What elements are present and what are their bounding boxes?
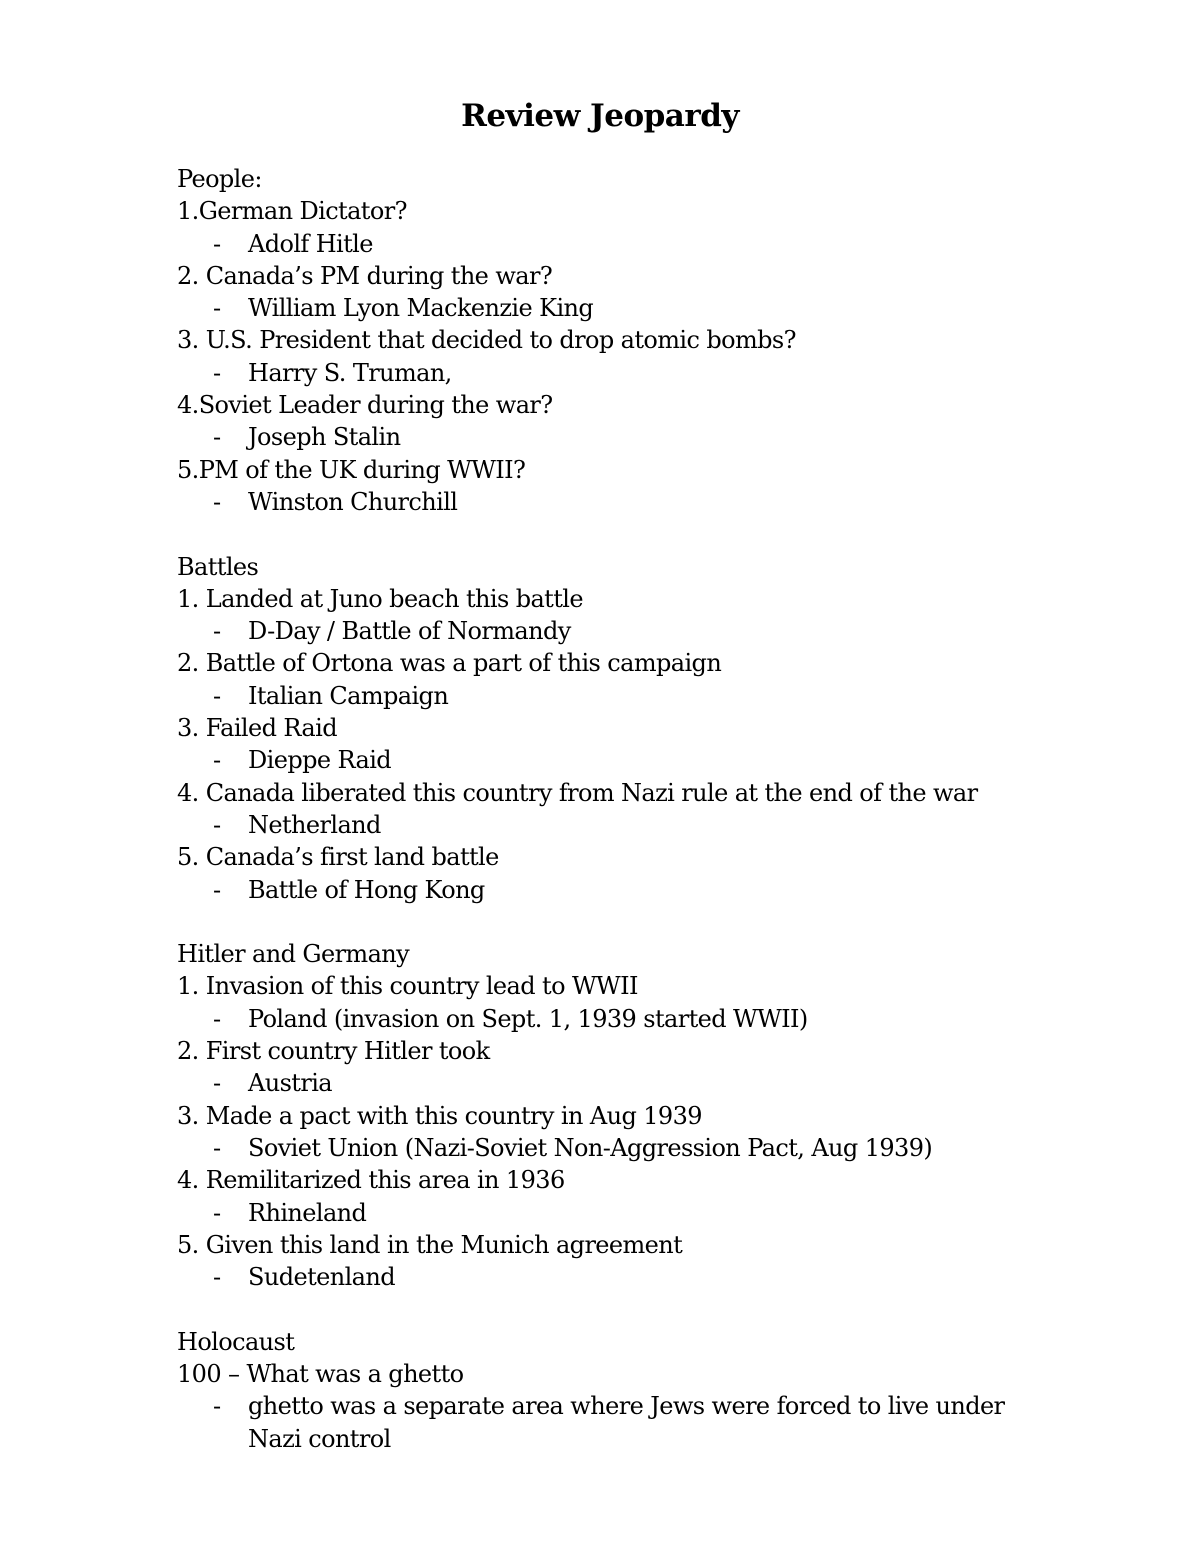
dash-bullet: - (213, 487, 221, 516)
answer-text: Winston Churchill (248, 487, 458, 516)
question-battles-4: 4. Canada liberated this country from Nazi rule at the end of the war (177, 778, 978, 807)
spacer (177, 906, 1137, 938)
question-battles-2: 2. Battle of Ortona was a part of this campaign (177, 649, 722, 678)
spacer (177, 518, 1137, 550)
section-heading-holocaust: Holocaust (177, 1327, 295, 1356)
question-people-3: 3. U.S. President that decided to drop atomic bombs? (177, 326, 796, 355)
section-heading-hitler-germany: Hitler and Germany (177, 940, 410, 969)
dash-bullet: - (213, 681, 221, 710)
answer-hitler-1 (177, 1003, 1137, 1035)
answer-battles-2 (177, 680, 1137, 712)
answer-battles-3 (177, 744, 1137, 776)
dash-bullet: - (213, 423, 221, 452)
answer-people-4 (177, 421, 1137, 453)
answer-hitler-2 (177, 1067, 1137, 1099)
dash-bullet: - (213, 294, 221, 323)
question-people-2: 2. Canada’s PM during the war? (177, 261, 553, 290)
answer-people-1 (177, 228, 1137, 260)
question-hitler-1: 1. Invasion of this country lead to WWII (177, 972, 638, 1001)
dash-bullet: - (213, 229, 221, 258)
answer-text: D-Day / Battle of Normandy (248, 617, 571, 646)
dash-bullet: - (213, 617, 221, 646)
question-holocaust-1: 100 – What was a ghetto (177, 1359, 464, 1388)
answer-text: Soviet Union (Nazi-Soviet Non-Aggression Pact, Aug 1939) (248, 1133, 933, 1162)
question-hitler-5: 5. Given this land in the Munich agreement (177, 1230, 683, 1259)
answer-holocaust-1 (177, 1390, 1008, 1455)
question-hitler-2: 2. First country Hitler took (177, 1037, 490, 1066)
question-hitler-4: 4. Remilitarized this area in 1936 (177, 1166, 565, 1195)
question-people-1: 1.German Dictator? (177, 197, 407, 226)
question-people-5: 5.PM of the UK during WWII? (177, 455, 526, 484)
answer-text: ghetto was a separate area where Jews were forced to live under Nazi control (248, 1392, 1005, 1453)
answer-text: Adolf Hitle (248, 229, 373, 258)
answer-text: William Lyon Mackenzie King (248, 294, 594, 323)
answer-hitler-5 (177, 1261, 1137, 1293)
page-title: Review Jeopardy (461, 98, 739, 134)
answer-battles-5 (177, 874, 1137, 906)
answer-people-2 (177, 292, 1137, 324)
question-hitler-3: 3. Made a pact with this country in Aug 1939 (177, 1101, 702, 1130)
dash-bullet: - (213, 1133, 221, 1162)
dash-bullet: - (213, 1004, 221, 1033)
document-body (177, 163, 1137, 1455)
dash-bullet: - (213, 1263, 221, 1292)
section-heading-people: People: (177, 165, 262, 193)
answer-text: Joseph Stalin (248, 423, 401, 452)
answer-text: Sudetenland (248, 1263, 395, 1292)
answer-people-5 (177, 486, 1137, 518)
answer-text: Harry S. Truman, (248, 358, 452, 387)
answer-battles-4 (177, 809, 1137, 841)
dash-bullet: - (213, 746, 221, 775)
answer-text: Battle of Hong Kong (248, 875, 485, 904)
dash-bullet: - (213, 1392, 221, 1421)
dash-bullet: - (213, 358, 221, 387)
answer-text: Rhineland (248, 1198, 367, 1227)
answer-text: Austria (248, 1069, 333, 1098)
section-heading-battles: Battles (177, 552, 259, 581)
question-people-4: 4.Soviet Leader during the war? (177, 391, 553, 420)
answer-hitler-4 (177, 1197, 1137, 1229)
answer-people-3 (177, 357, 1137, 389)
question-battles-5: 5. Canada’s first land battle (177, 843, 499, 872)
question-battles-3: 3. Failed Raid (177, 714, 337, 743)
dash-bullet: - (213, 1069, 221, 1098)
answer-text: Italian Campaign (248, 681, 449, 710)
answer-text: Netherland (248, 810, 381, 839)
dash-bullet: - (213, 1198, 221, 1227)
answer-text: Poland (invasion on Sept. 1, 1939 started WWII) (248, 1004, 808, 1033)
spacer (177, 1293, 1137, 1325)
answer-battles-1 (177, 615, 1137, 647)
question-battles-1: 1. Landed at Juno beach this battle (177, 584, 583, 613)
dash-bullet: - (213, 875, 221, 904)
dash-bullet: - (213, 810, 221, 839)
answer-hitler-3 (177, 1132, 1137, 1164)
answer-text: Dieppe Raid (248, 746, 392, 775)
